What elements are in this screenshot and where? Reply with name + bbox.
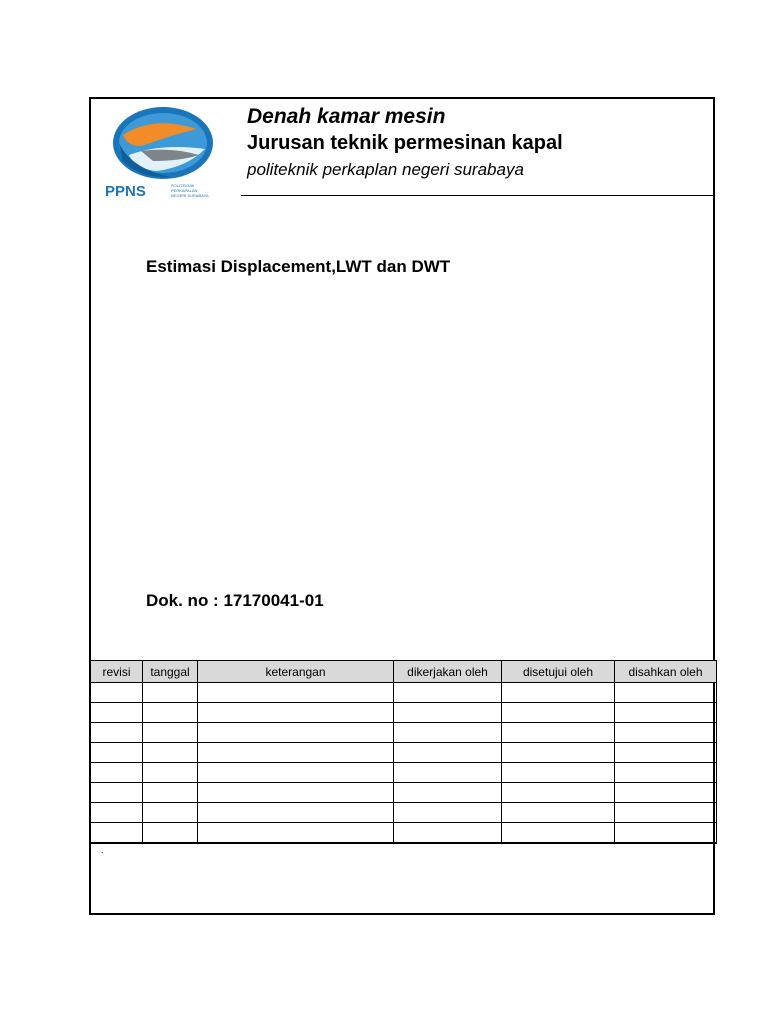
table-cell	[394, 763, 502, 783]
table-cell	[394, 803, 502, 823]
table-cell	[615, 803, 717, 823]
table-cell	[143, 803, 198, 823]
table-cell	[394, 723, 502, 743]
table-cell	[502, 723, 615, 743]
table-cell	[198, 803, 394, 823]
table-cell	[91, 763, 143, 783]
column-header-dikerjakan-oleh: dikerjakan oleh	[394, 661, 502, 683]
table-cell	[198, 783, 394, 803]
svg-text:NEGERI SURABAYA: NEGERI SURABAYA	[171, 193, 209, 198]
table-cell	[615, 763, 717, 783]
drawing-title: Denah kamar mesin	[247, 105, 446, 128]
table-cell	[198, 723, 394, 743]
table-cell	[502, 823, 615, 844]
column-header-tanggal: tanggal	[143, 661, 198, 683]
department-name: Jurusan teknik permesinan kapal	[247, 132, 563, 154]
table-cell	[91, 823, 143, 844]
document-frame	[89, 97, 715, 915]
table-cell	[198, 823, 394, 844]
header-divider	[241, 195, 713, 196]
table-cell	[502, 783, 615, 803]
table-cell	[394, 823, 502, 844]
table-row	[91, 683, 717, 703]
table-cell	[394, 743, 502, 763]
logo-wordmark: PPNS	[105, 183, 146, 199]
table-cell	[502, 743, 615, 763]
table-cell	[143, 763, 198, 783]
table-cell	[502, 763, 615, 783]
table-cell	[143, 723, 198, 743]
table-cell	[91, 743, 143, 763]
table-cell	[394, 703, 502, 723]
table-cell	[502, 803, 615, 823]
table-cell	[198, 703, 394, 723]
table-cell	[91, 683, 143, 703]
table-cell	[615, 703, 717, 723]
revision-table-header	[91, 661, 717, 683]
column-header-disetujui-oleh: disetujui oleh	[502, 661, 615, 683]
column-header-revisi: revisi	[91, 661, 143, 683]
table-cell	[198, 743, 394, 763]
table-cell	[502, 703, 615, 723]
table-cell	[143, 703, 198, 723]
table-cell	[91, 723, 143, 743]
table-cell	[502, 683, 615, 703]
footer-mark: `	[101, 851, 104, 861]
table-cell	[198, 683, 394, 703]
document-number: Dok. no : 17170041-01	[146, 591, 324, 610]
column-header-disahkan-oleh: disahkan oleh	[615, 661, 717, 683]
table-cell	[615, 783, 717, 803]
svg-text:PERKAPALAN: PERKAPALAN	[171, 188, 198, 193]
table-cell	[143, 683, 198, 703]
table-row	[91, 783, 717, 803]
revision-table	[90, 660, 717, 844]
column-header-keterangan: keterangan	[198, 661, 394, 683]
document-subject: Estimasi Displacement,LWT dan DWT	[146, 257, 451, 276]
ppns-logo	[101, 99, 229, 199]
table-row	[91, 703, 717, 723]
table-cell	[91, 703, 143, 723]
table-cell	[615, 823, 717, 844]
table-row	[91, 823, 717, 844]
table-cell	[615, 743, 717, 763]
table-cell	[143, 823, 198, 844]
table-row	[91, 803, 717, 823]
table-cell	[615, 723, 717, 743]
table-row	[91, 743, 717, 763]
table-cell	[394, 683, 502, 703]
table-cell	[91, 783, 143, 803]
table-cell	[143, 783, 198, 803]
table-cell	[91, 803, 143, 823]
table-cell	[615, 683, 717, 703]
table-cell	[394, 783, 502, 803]
table-cell	[198, 763, 394, 783]
svg-text:POLITEKNIK: POLITEKNIK	[171, 183, 195, 188]
table-row	[91, 723, 717, 743]
institution-name: politeknik perkaplan negeri surabaya	[247, 160, 524, 179]
table-row	[91, 763, 717, 783]
table-cell	[143, 743, 198, 763]
